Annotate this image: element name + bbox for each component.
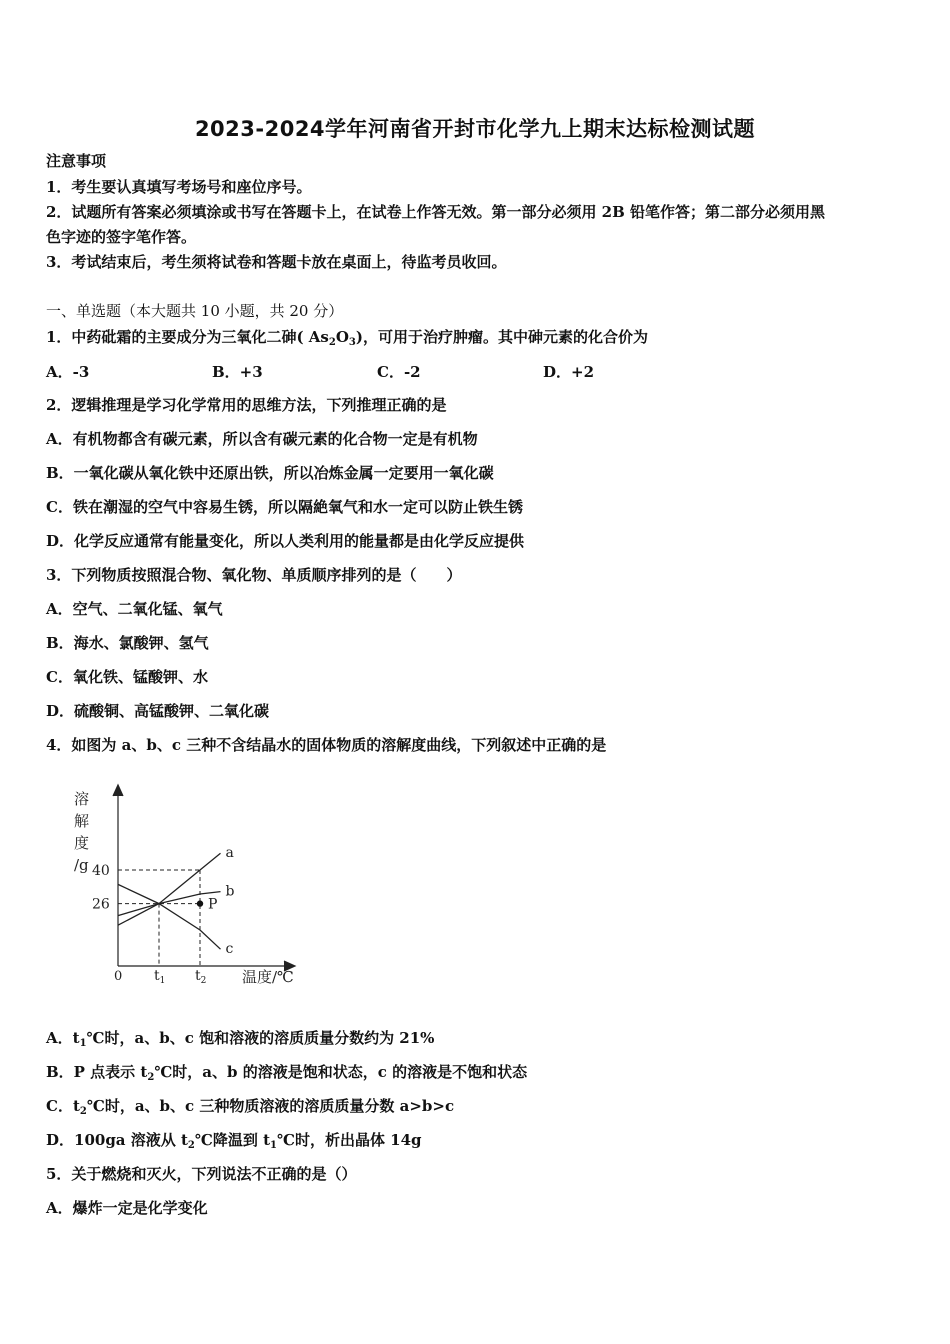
- q1-option-d[interactable]: D．+2: [543, 363, 595, 381]
- origin-label: 0: [114, 969, 123, 984]
- solubility-chart: [66, 780, 326, 995]
- q4-option-b[interactable]: B．P 点表示 $t_2℃$时，a、b 的溶液是饱和状态，c 的溶液是不饱和状态: [46, 1063, 528, 1083]
- q4-option-c[interactable]: C．$t_2℃$时，a、b、c 三种物质溶液的溶质质量分数 a>b>c: [46, 1097, 455, 1117]
- page-title: 2023-2024学年河南省开封市化学九上期末达标检测试题: [194, 117, 756, 141]
- x-tick-label: $t_2$: [195, 968, 207, 986]
- notice-heading: 注意事项: [46, 152, 107, 170]
- q3-stem: 3．下列物质按照混合物、氧化物、单质顺序排列的是（ ）: [46, 566, 462, 584]
- x-axis-label: 温度/℃: [242, 968, 294, 986]
- q3-option-c[interactable]: C．氧化铁、锰酸钾、水: [46, 668, 208, 686]
- notice-item: 色字迹的签字笔作答。: [46, 228, 197, 246]
- point-p-label: P: [208, 896, 218, 913]
- series-line-a: [118, 853, 221, 925]
- y-label-char: /g: [74, 856, 89, 874]
- series-label-a: a: [225, 845, 234, 862]
- q3-option-a[interactable]: A．空气、二氧化锰、氧气: [46, 600, 223, 618]
- x-tick-label: $t_1$: [154, 968, 166, 986]
- y-label-char: 溶: [74, 790, 90, 808]
- q2-option-d[interactable]: D．化学反应通常有能量变化，所以人类利用的能量都是由化学反应提供: [46, 532, 525, 550]
- q3-option-b[interactable]: B．海水、氯酸钾、氢气: [46, 634, 209, 652]
- q2-stem: 2．逻辑推理是学习化学常用的思维方法，下列推理正确的是: [46, 396, 447, 414]
- notice-item: 1．考生要认真填写考场号和座位序号。: [46, 178, 312, 196]
- q5-stem: 5．关于燃烧和灭火，下列说法不正确的是（）: [46, 1165, 357, 1183]
- q5-option-a[interactable]: A．爆炸一定是化学变化: [46, 1199, 208, 1217]
- q2-option-a[interactable]: A．有机物都含有碳元素，所以含有碳元素的化合物一定是有机物: [46, 430, 478, 448]
- y-tick-label: 40: [92, 863, 110, 879]
- q2-option-c[interactable]: C．铁在潮湿的空气中容易生锈，所以隔絶氧气和水一定可以防止铁生锈: [46, 498, 523, 516]
- q1-stem: 1．中药砒霜的主要成分为三氧化二砷( $As_2O_3$)，可用于治疗肿瘤。其中砷元素的化合价为: [46, 328, 648, 348]
- series-label-c: c: [225, 941, 234, 958]
- y-tick-label: 26: [92, 896, 110, 913]
- q4-option-d[interactable]: D．100ga 溶液从 $t_2℃$降温到 $t_1℃$时，析出晶体 14g: [46, 1131, 422, 1151]
- notice-item: 3．考试结束后，考生须将试卷和答题卡放在桌面上，待监考员收回。: [46, 253, 507, 271]
- series-label-b: b: [225, 883, 235, 900]
- q3-option-d[interactable]: D．硫酸铜、高锰酸钾、二氧化碳: [46, 702, 270, 720]
- y-label-char: 解: [74, 812, 90, 830]
- q4-stem: 4．如图为 a、b、c 三种不含结晶水的固体物质的溶解度曲线，下列叙述中正确的是: [46, 736, 607, 754]
- q1-option-b[interactable]: B．+3: [212, 363, 263, 381]
- y-axis-arrow: [113, 785, 123, 796]
- point-p-marker: [197, 900, 203, 906]
- notice-item: 2．试题所有答案必须填涂或书写在答题卡上，在试卷上作答无效。第一部分必须用 2B 铅笔作答；第二部分必须用黑: [46, 203, 826, 221]
- q4-option-a[interactable]: A．$t_1℃$时，a、b、c 饱和溶液的溶质质量分数约为 21%: [46, 1029, 435, 1049]
- q2-option-b[interactable]: B．一氧化碳从氧化铁中还原出铁，所以冶炼金属一定要用一氧化碳: [46, 464, 494, 482]
- q1-option-c[interactable]: C．-2: [377, 363, 421, 381]
- y-label-char: 度: [74, 834, 90, 852]
- section-heading: 一、单选题（本大题共 10 小题，共 20 分）: [46, 302, 344, 320]
- q1-option-a[interactable]: A．-3: [46, 363, 90, 381]
